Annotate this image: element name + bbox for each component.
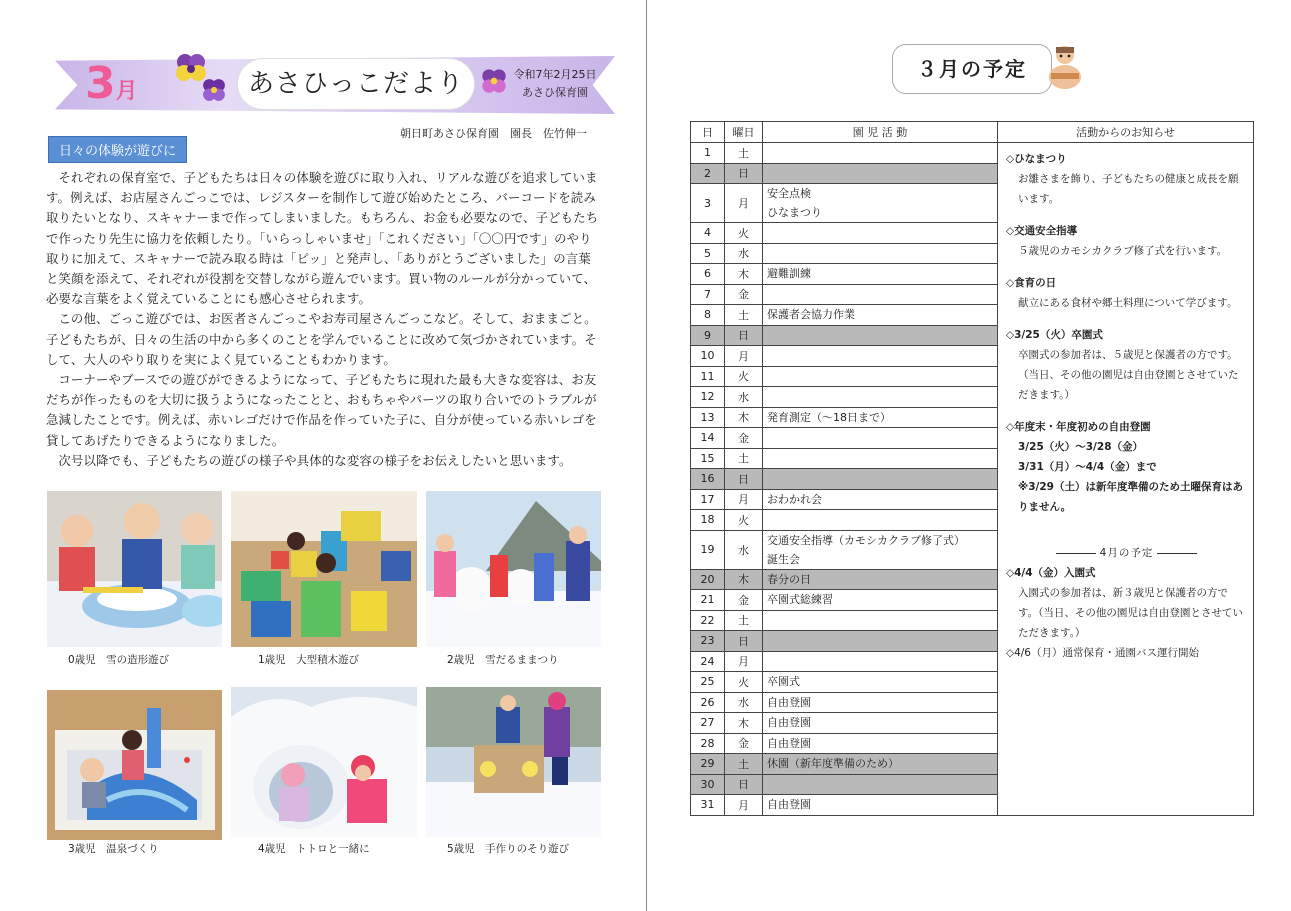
weekday-cell: 火 (725, 366, 763, 387)
day-cell: 21 (691, 590, 725, 611)
photo-snowman (426, 491, 601, 647)
weekday-cell: 月 (725, 184, 763, 223)
day-cell: 27 (691, 713, 725, 734)
page-divider (646, 0, 647, 911)
activity-cell (763, 733, 998, 754)
notice-body: 3/25（火）～3/28（金） (1018, 441, 1144, 453)
activity-cell (763, 428, 998, 449)
weekday-cell: 火 (725, 223, 763, 244)
paragraph: コーナーやブースでの遊びができるようになって、子どもたちに現れた最も大きな変容は、お友だちが作ったものを大切に扱うようになったことと、おもちゃやパーツの取り合いでのトラブルが急減したことです。例えば、赤いレゴだけで作品を作っていた子に、自分が使っている赤いレゴを貸してあげたりできるようになりました。 (46, 372, 597, 448)
day-cell: 24 (691, 651, 725, 672)
photo-blocks (231, 491, 417, 647)
day-cell: 19 (691, 530, 725, 569)
activity-cell (763, 264, 998, 285)
photo-totoro (231, 687, 417, 837)
weekday-cell: 水 (725, 692, 763, 713)
photo-hot-spring (47, 687, 222, 843)
activity-cell (763, 407, 998, 428)
issuer-name: あさひ保育園 (522, 86, 588, 99)
weekday-cell: 日 (725, 774, 763, 795)
activity-cell (763, 692, 998, 713)
notice-body: ※3/29（土）は新年度準備のため土曜保育はありません。 (1018, 481, 1243, 513)
day-cell: 11 (691, 366, 725, 387)
activity-cell (763, 325, 998, 346)
day-cell: 6 (691, 264, 725, 285)
activity-item: ひなまつり (767, 206, 822, 219)
day-cell: 12 (691, 387, 725, 408)
weekday-cell: 日 (725, 163, 763, 184)
activity-item: 卒園式 (767, 675, 800, 689)
photo-caption: 2歳児 雪だるままつり (447, 654, 559, 666)
table-row (691, 143, 1254, 164)
notice-body: お雛さまを飾り、子どもたちの健康と成長を願います。 (1018, 173, 1239, 205)
photo-caption: 5歳児 手作りのそり遊び (447, 843, 570, 855)
weekday-cell: 水 (725, 387, 763, 408)
activity-cell (763, 569, 998, 590)
day-cell: 17 (691, 489, 725, 510)
weekday-cell: 日 (725, 325, 763, 346)
weekday-cell: 水 (725, 243, 763, 264)
principal-line: 朝日町あさひ保育園 園長 佐竹伸一 (400, 127, 587, 140)
article-body (46, 168, 602, 471)
weekday-cell: 土 (725, 143, 763, 164)
day-cell: 16 (691, 469, 725, 490)
photo-snow-play (47, 491, 222, 647)
activity-cell (763, 590, 998, 611)
weekday-cell: 土 (725, 610, 763, 631)
day-cell: 18 (691, 510, 725, 531)
activity-cell (763, 469, 998, 490)
activity-cell (763, 530, 998, 569)
header-day: 日 (691, 122, 725, 143)
activity-item: 保護者会協力作業 (767, 308, 855, 322)
issue-date: 令和7年2月25日 (513, 68, 597, 81)
activity-cell (763, 284, 998, 305)
day-cell: 15 (691, 448, 725, 469)
photo-caption: 3歳児 温泉づくり (68, 843, 159, 855)
activity-cell (763, 774, 998, 795)
activity-item: 交通安全指導（カモシカクラブ修了式） (767, 533, 965, 547)
april-heading (1006, 543, 1247, 563)
day-cell: 5 (691, 243, 725, 264)
weekday-cell: 金 (725, 733, 763, 754)
day-cell: 26 (691, 692, 725, 713)
day-cell: 1 (691, 143, 725, 164)
day-cell: 4 (691, 223, 725, 244)
activity-cell (763, 243, 998, 264)
activity-cell (763, 510, 998, 531)
activity-cell (763, 795, 998, 816)
notice-body: ５歳児のカモシカクラブ修了式を行います。 (1018, 245, 1228, 257)
photo-caption: 0歳児 雪の造形遊び (68, 654, 170, 666)
table-header (691, 122, 1254, 143)
activity-cell (763, 713, 998, 734)
activity-cell (763, 143, 998, 164)
april-heading-text: 4月の予定 (1099, 547, 1154, 559)
day-cell: 22 (691, 610, 725, 631)
activity-cell (763, 672, 998, 693)
section-tag: 日々の体験が遊びに (48, 136, 187, 163)
april-notice-heading: ◇4/4（金）入園式 (1006, 567, 1096, 579)
day-cell: 13 (691, 407, 725, 428)
notice-body: 卒園式の参加者は、５歳児と保護者の方です。 (1018, 349, 1238, 361)
weekday-cell: 金 (725, 590, 763, 611)
weekday-cell: 月 (725, 795, 763, 816)
notice-heading: ◇ひなまつり (1006, 153, 1067, 165)
activity-cell (763, 184, 998, 223)
notice-heading: ◇年度末・年度初めの自由登園 (1006, 421, 1151, 433)
activity-cell (763, 387, 998, 408)
paragraph: それぞれの保育室で、子どもたちは日々の体験を遊びに取り入れ、リアルな遊びを追求しています。例えば、お店屋さんごっこでは、レジスターを制作して遊び始めたところ、バーコードを読み取りたいとなり、スキャナーまで作ってしまいました。もちろん、お金も必要なので、子どもたちで作ったり先生に協力を依頼したり。「いらっしゃいませ」「これください」「〇〇円です」のやり取りに加えて、スキャナーで読み取る時は「ピッ」と発声し、「ありがとうございました」の言葉と笑顔を添えて、それぞれが役割を交替しながら遊んでいます。買い物のルールが分かっていて、必要な言葉をよく覚えていることにも感心させられます。 (46, 170, 599, 307)
day-cell: 28 (691, 733, 725, 754)
day-cell: 7 (691, 284, 725, 305)
kid-mascot-icon (1043, 43, 1087, 91)
day-cell: 20 (691, 569, 725, 590)
activity-item: 自由登園 (767, 736, 811, 750)
newsletter-title: あさひっこだより (237, 58, 475, 110)
notice-body: （当日、その他の園児は自由登園とさせていただきます。） (1018, 369, 1239, 401)
notice-body: 3/31（月）～4/4（金）まで (1018, 461, 1157, 473)
weekday-cell: 日 (725, 469, 763, 490)
activity-item: 発育測定（～18日まで） (767, 410, 891, 424)
day-cell: 3 (691, 184, 725, 223)
weekday-cell: 金 (725, 284, 763, 305)
activity-cell (763, 651, 998, 672)
activity-cell (763, 631, 998, 652)
newsletter-banner (55, 48, 615, 123)
day-cell: 30 (691, 774, 725, 795)
header-notice: 活動からのお知らせ (998, 122, 1254, 143)
april-notice-body: 入園式の参加者は、新３歳児と保護者の方です。（当日、その他の園児は自由登園とさせていただきます。） (1018, 587, 1243, 639)
weekday-cell: 月 (725, 651, 763, 672)
day-cell: 14 (691, 428, 725, 449)
issue-info (510, 66, 600, 102)
activity-item: 自由登園 (767, 695, 811, 709)
notice-cell (998, 143, 1254, 816)
notice-heading: ◇3/25（火）卒園式 (1006, 329, 1103, 341)
weekday-cell: 木 (725, 264, 763, 285)
weekday-cell: 金 (725, 428, 763, 449)
day-cell: 31 (691, 795, 725, 816)
activity-item: 自由登園 (767, 716, 811, 730)
weekday-cell: 土 (725, 305, 763, 326)
activity-item: 卒園式総練習 (767, 593, 833, 607)
activity-item: 安全点検 (767, 187, 811, 200)
schedule-title: ３月の予定 (892, 44, 1052, 94)
notice-heading: ◇交通安全指導 (1006, 225, 1078, 237)
activity-cell (763, 489, 998, 510)
day-cell: 29 (691, 754, 725, 775)
weekday-cell: 月 (725, 346, 763, 367)
pansy-icon (479, 66, 509, 96)
month-label: 3月 (85, 58, 138, 109)
pansy-icon (200, 76, 228, 104)
paragraph: 次号以降でも、子どもたちの遊びの様子や具体的な変容の様子をお伝えしたいと思います。 (58, 452, 572, 468)
activity-item: 春分の日 (767, 572, 811, 586)
activity-item: 自由登園 (767, 798, 811, 812)
april-notice-heading: ◇4/6（月）通常保育・通園バス運行開始 (1006, 647, 1199, 659)
notice-heading: ◇食育の日 (1006, 277, 1057, 289)
schedule-table (690, 121, 1254, 816)
header-weekday: 曜日 (725, 122, 763, 143)
activity-cell (763, 448, 998, 469)
weekday-cell: 日 (725, 631, 763, 652)
activity-item: おわかれ会 (767, 492, 822, 506)
photo-sled (426, 687, 601, 837)
day-cell: 9 (691, 325, 725, 346)
activity-cell (763, 163, 998, 184)
photo-caption: 1歳児 大型積木遊び (258, 654, 360, 666)
activity-item: 誕生会 (767, 552, 800, 566)
weekday-cell: 木 (725, 407, 763, 428)
weekday-cell: 土 (725, 448, 763, 469)
weekday-cell: 月 (725, 489, 763, 510)
activity-cell (763, 305, 998, 326)
activity-cell (763, 346, 998, 367)
day-cell: 10 (691, 346, 725, 367)
notice-body: 献立にある食材や郷土料理について学びます。 (1018, 297, 1238, 309)
activity-cell (763, 610, 998, 631)
header-activity: 園 児 活 動 (763, 122, 998, 143)
activity-cell (763, 754, 998, 775)
activity-cell (763, 366, 998, 387)
day-cell: 8 (691, 305, 725, 326)
activity-cell (763, 223, 998, 244)
activity-item: 避難訓練 (767, 267, 811, 281)
day-cell: 23 (691, 631, 725, 652)
day-cell: 2 (691, 163, 725, 184)
weekday-cell: 土 (725, 754, 763, 775)
day-cell: 25 (691, 672, 725, 693)
weekday-cell: 水 (725, 530, 763, 569)
photo-caption: 4歳児 トトロと一緒に (258, 843, 370, 855)
paragraph: この他、ごっこ遊びでは、お医者さんごっこやお寿司屋さんごっこなど。そして、おままごと。子どもたちが、日々の生活の中から多くのことを学んでいることに改めて気づかされています。そして、大人のやり取りを実によく見ていることもわかります。 (46, 311, 597, 367)
activity-item: 休園（新年度準備のため） (767, 757, 899, 771)
weekday-cell: 火 (725, 510, 763, 531)
weekday-cell: 木 (725, 569, 763, 590)
weekday-cell: 火 (725, 672, 763, 693)
weekday-cell: 木 (725, 713, 763, 734)
